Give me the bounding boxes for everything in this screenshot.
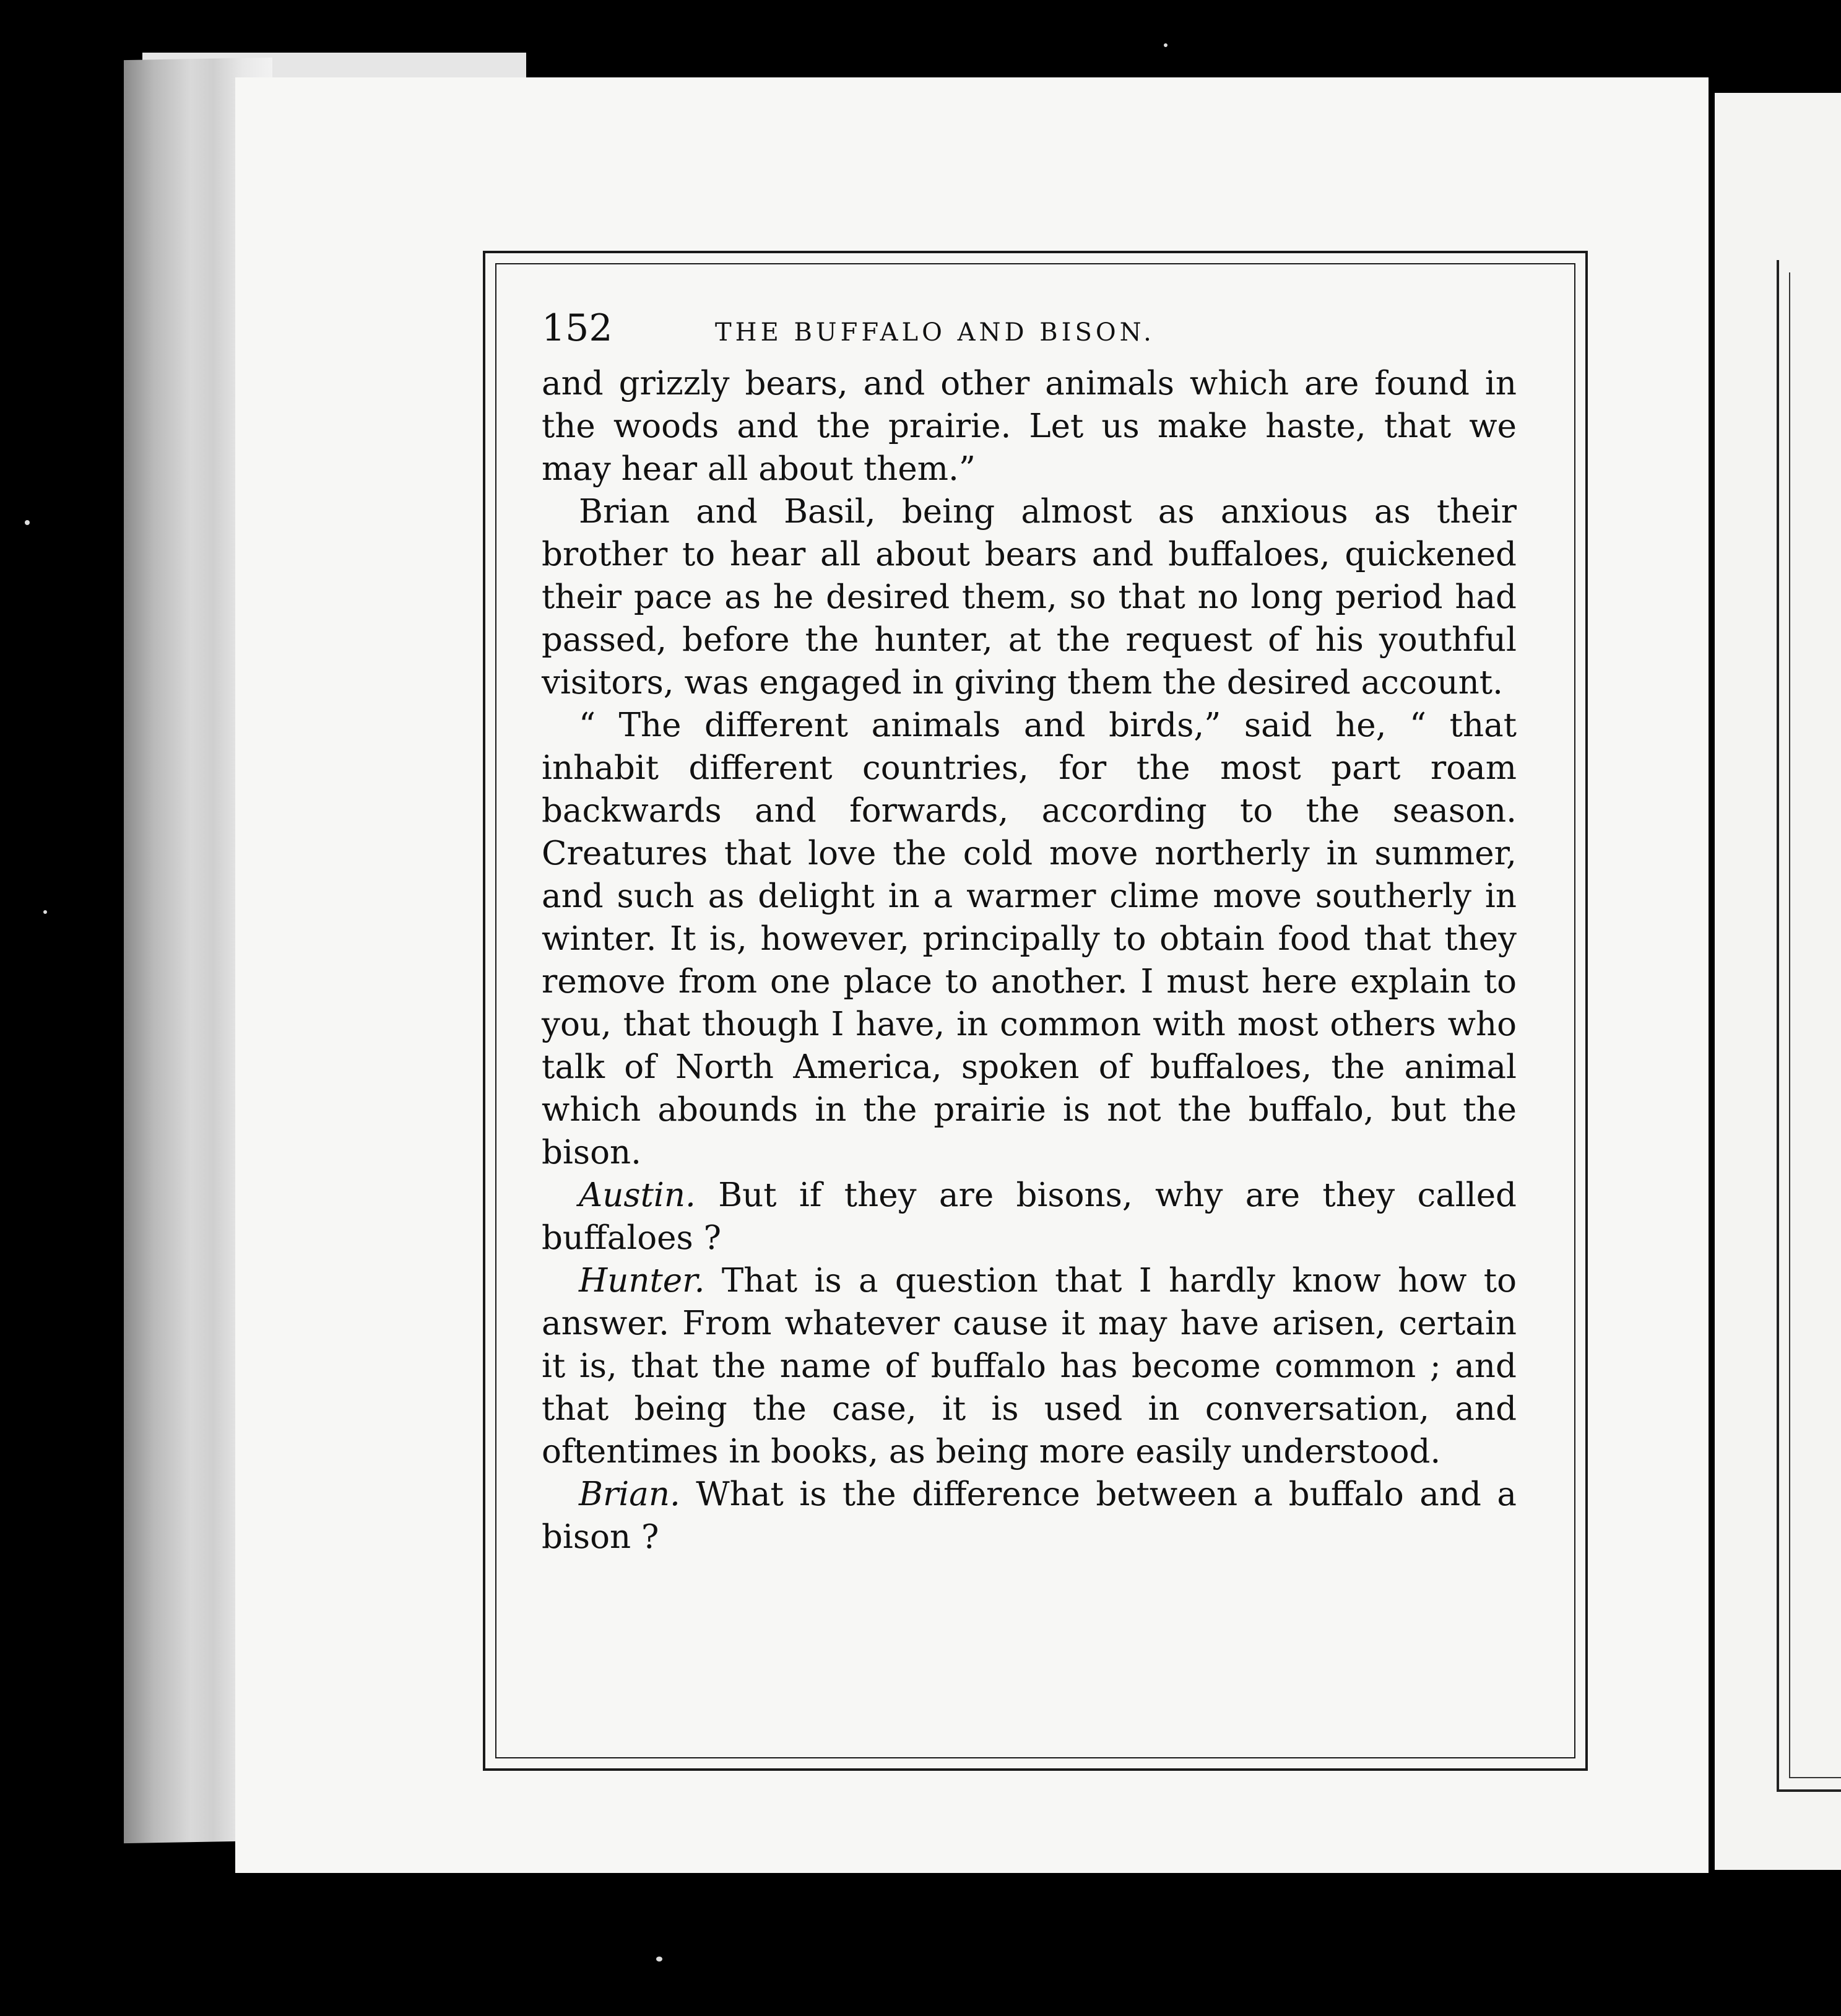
scan-speck (656, 1957, 662, 1962)
dialogue-paragraph (542, 1174, 1517, 1259)
dialogue-text: But if they are bisons, why are they called buffaloes ? (542, 1176, 1517, 1257)
page-content (542, 306, 1517, 1558)
paragraph: and grizzly bears, and other animals which are found in the woods and the prairie. Let us make haste, that we may hear all about them.” (542, 365, 1517, 488)
running-head: THE BUFFALO AND BISON. (715, 318, 1155, 347)
paragraph: “ The different animals and birds,” said he, “ that inhabit different countries, for the most part roam backwards and forwards, according to the season. Creatures that love the cold move northerly in summer, and such as delight in a warmer clime move southerly in winter. It is, however, principally to obtain food that they remove from one place to another. I must here explain to you, that though I have, in common with most others who talk of North America, spoken of buffaloes, the animal which abounds in the prairie is not the buffalo, but the bison. (542, 706, 1517, 1171)
scan-speck (43, 910, 47, 914)
dialogue-paragraph (542, 1259, 1517, 1473)
speaker-name: Austin. (579, 1176, 696, 1214)
speaker-name: Hunter. (579, 1262, 705, 1300)
scan-speck (25, 520, 30, 525)
facing-page-frame-inner (1789, 272, 1841, 1778)
paragraph: Brian and Basil, being almost as anxious as their brother to hear all about bears and buffaloes, quickened their pace as he desired them, so that no long period had passed, before the hunter, at the request of his youthful visitors, was engaged in giving them the desired account. (542, 493, 1517, 702)
body-text (542, 362, 1517, 1558)
dialogue-text: What is the difference between a buffalo and a bison ? (542, 1475, 1517, 1556)
dialogue-paragraph (542, 1473, 1517, 1558)
dialogue-text: That is a question that I hardly know how to answer. From whatever cause it may have arisen, certain it is, that the name of buffalo has become common ; and that being the case, it is used in conversation, and oftentimes in books, as being more easily understood. (542, 1262, 1517, 1471)
page-number: 152 (542, 306, 613, 350)
page-header (542, 306, 1517, 362)
scan-speck (1164, 43, 1167, 47)
speaker-name: Brian. (579, 1475, 680, 1513)
